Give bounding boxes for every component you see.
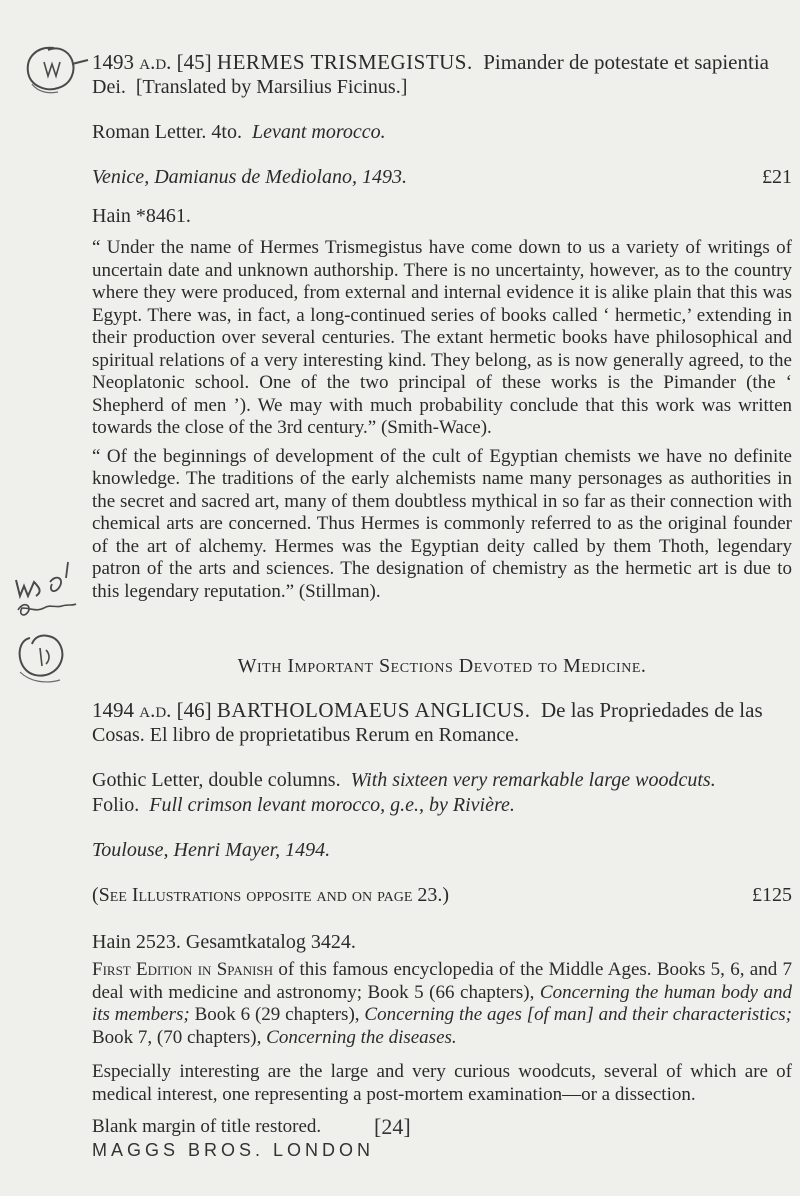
entry-translator: [Translated by Marsilius Ficinus.] (135, 76, 408, 98)
entry-imprint: Toulouse, Henri Mayer, 1494. (92, 839, 331, 861)
entry-title: Pimander de potestate et sapientia (483, 50, 769, 74)
entry-number: [45] (176, 50, 212, 74)
pencil-circle-mark-icon (18, 40, 90, 100)
entry-year: 1494 a.d. (92, 698, 172, 722)
entry-author: HERMES TRISMEGISTUS. (216, 50, 473, 74)
entry-number: [46] (176, 698, 212, 722)
entry-binding: Levant morocco. (251, 121, 386, 143)
entry-45-heading (92, 50, 792, 75)
description-part: Book 7, (70 chapters), (92, 1026, 262, 1048)
entry-condition-note: Blank margin of title restored. (92, 1116, 322, 1137)
entry-quote-smith-wace: “ Under the name of Hermes Trismegistus have come down to us a variety of writings of uncertain date and unknown authorship. There is no uncertainty, however, as to the country where they were produced, from external and internal evidence it is alike plain that this was Egypt. There was, in fact, a long-continued series of books called ‘ hermetic,’ extending in their production over several centuries. The extant hermetic books have philosophical and spiritual relations of a very interesting kind. They belong, as is now generally agreed, to the Neoplatonic school. One of the two principal of these works is the Pimander (the ‘ Shepherd of men ’). We may with much probability conclude that this work was written towards the close of the 3rd century.” (Smith-Wace). (92, 237, 792, 438)
description-part: Concerning the human body and its members; (92, 981, 792, 1025)
entry-author: BARTHOLOMAEUS ANGLICUS. (216, 698, 531, 722)
entry-illustrations-ref: (See Illustrations opposite and on page 23.) (92, 884, 450, 906)
entry-format: Roman Letter. 4to. (92, 121, 242, 143)
entry-woodcut-description: Especially interesting are the large and very curious woodcuts, several of which are of medical interest, one representing a post-mortem examination—or a dissection. (92, 1061, 792, 1105)
entry-title-continued: Dei. (92, 76, 126, 98)
page-number: [24] (374, 1114, 411, 1139)
description-part: Concerning the ages [of man] and their characteristics; (364, 1004, 793, 1025)
entry-format: Gothic Letter, double columns. (92, 769, 341, 791)
description-part: Concerning the diseases. (266, 1026, 457, 1048)
entry-reference: Hain 2523. Gesamtkatalog 3424. (92, 931, 356, 953)
entry-size: Folio. (92, 794, 140, 816)
entry-price: £125 (752, 884, 792, 906)
section-heading: With Important Sections Devoted to Medicine. (237, 655, 647, 677)
first-edition-label: First Edition in Spanish (92, 959, 274, 980)
entry-price: £21 (762, 166, 792, 188)
catalogue-text (92, 50, 792, 1139)
description-part: Book 6 (29 chapters), (194, 1004, 360, 1025)
entry-title-continued: Cosas. El libro de proprietatibus Rerum en Romance. (92, 724, 520, 746)
pencil-handwritten-note-icon (10, 560, 86, 700)
entry-46-heading (92, 698, 792, 723)
entry-quote-stillman: “ Of the beginnings of development of the cult of Egyptian chemists we have no definite knowledge. The traditions of the early alchemists name many personages as authorities in the secret and sacred art, many of them doubtless mythical in so far as their connection with chemical arts are concerned. Thus Hermes is commonly referred to as the original founder of the art of alchemy. Hermes was the Egyptian deity called by them Thoth, legendary patron of the arts and sciences. The designation of chemistry as the hermetic art is due to this legendary reputation.” (Stillman). (92, 445, 792, 602)
entry-imprint: Venice, Damianus de Mediolano, 1493. (92, 166, 407, 188)
entry-year: 1493 a.d. (92, 50, 172, 74)
description-part: of this famous encyclopedia of the Middle Ages. Books 5, 6, and 7 deal with medicine and astronomy; Book 5 (66 chapters), (92, 959, 793, 1003)
entry-reference: Hain *8461. (92, 205, 191, 227)
entry-woodcuts-note: With sixteen very remarkable large woodcuts. (350, 769, 716, 791)
entry-description (92, 959, 792, 1049)
entry-binding: Full crimson levant morocco, g.e., by Rivière. (149, 794, 515, 816)
publisher-footer: MAGGS BROS. LONDON (92, 1140, 375, 1160)
entry-title: De las Propriedades de las (541, 698, 763, 722)
